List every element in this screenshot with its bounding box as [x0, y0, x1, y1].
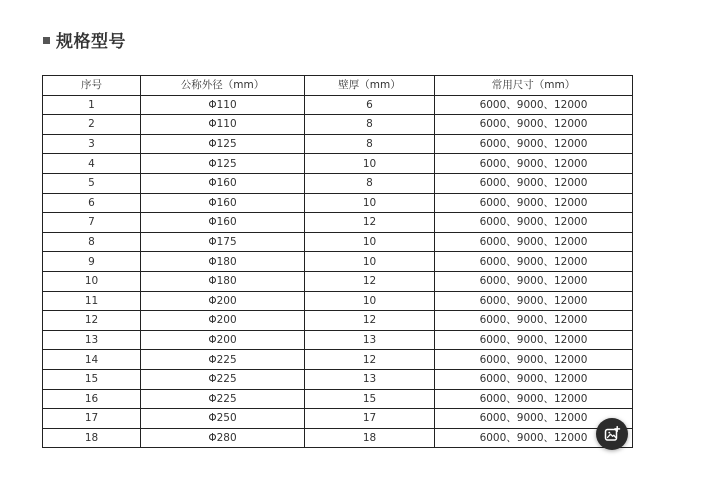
table-row: [43, 173, 633, 193]
cell-outer-diameter: Φ160: [141, 193, 305, 213]
cell-outer-diameter: Φ160: [141, 173, 305, 193]
spec-table: [42, 75, 633, 448]
cell-wall-thickness: 12: [305, 350, 435, 370]
cell-common-length: 6000、9000、12000: [435, 213, 633, 233]
cell-index: 17: [43, 409, 141, 429]
cell-wall-thickness: 8: [305, 134, 435, 154]
cell-common-length: 6000、9000、12000: [435, 428, 633, 448]
cell-common-length: 6000、9000、12000: [435, 271, 633, 291]
cell-outer-diameter: Φ180: [141, 271, 305, 291]
cell-index: 14: [43, 350, 141, 370]
cell-common-length: 6000、9000、12000: [435, 389, 633, 409]
cell-index: 6: [43, 193, 141, 213]
cell-wall-thickness: 12: [305, 213, 435, 233]
cell-index: 2: [43, 115, 141, 135]
cell-common-length: 6000、9000、12000: [435, 330, 633, 350]
header-index: 序号: [43, 76, 141, 96]
cell-common-length: 6000、9000、12000: [435, 154, 633, 174]
cell-outer-diameter: Φ280: [141, 428, 305, 448]
table-row: [43, 252, 633, 272]
cell-outer-diameter: Φ125: [141, 134, 305, 154]
cell-outer-diameter: Φ125: [141, 154, 305, 174]
cell-index: 1: [43, 95, 141, 115]
cell-common-length: 6000、9000、12000: [435, 232, 633, 252]
cell-index: 11: [43, 291, 141, 311]
header-wall-thickness: 壁厚（mm）: [305, 76, 435, 96]
cell-wall-thickness: 12: [305, 311, 435, 331]
cell-wall-thickness: 15: [305, 389, 435, 409]
cell-wall-thickness: 6: [305, 95, 435, 115]
cell-wall-thickness: 10: [305, 193, 435, 213]
cell-common-length: 6000、9000、12000: [435, 115, 633, 135]
cell-common-length: 6000、9000、12000: [435, 134, 633, 154]
cell-outer-diameter: Φ200: [141, 330, 305, 350]
cell-common-length: 6000、9000、12000: [435, 311, 633, 331]
cell-common-length: 6000、9000、12000: [435, 252, 633, 272]
cell-common-length: 6000、9000、12000: [435, 291, 633, 311]
cell-index: 5: [43, 173, 141, 193]
add-image-button[interactable]: [596, 418, 628, 450]
table-row: [43, 134, 633, 154]
table-row: [43, 428, 633, 448]
cell-common-length: 6000、9000、12000: [435, 409, 633, 429]
cell-wall-thickness: 18: [305, 428, 435, 448]
cell-outer-diameter: Φ225: [141, 369, 305, 389]
cell-index: 18: [43, 428, 141, 448]
cell-outer-diameter: Φ110: [141, 95, 305, 115]
cell-outer-diameter: Φ200: [141, 311, 305, 331]
cell-index: 8: [43, 232, 141, 252]
cell-index: 15: [43, 369, 141, 389]
table-row: [43, 154, 633, 174]
cell-outer-diameter: Φ250: [141, 409, 305, 429]
cell-index: 10: [43, 271, 141, 291]
cell-index: 16: [43, 389, 141, 409]
cell-wall-thickness: 17: [305, 409, 435, 429]
cell-outer-diameter: Φ175: [141, 232, 305, 252]
cell-wall-thickness: 10: [305, 154, 435, 174]
cell-common-length: 6000、9000、12000: [435, 173, 633, 193]
cell-outer-diameter: Φ180: [141, 252, 305, 272]
cell-index: 4: [43, 154, 141, 174]
cell-outer-diameter: Φ160: [141, 213, 305, 233]
cell-wall-thickness: 10: [305, 252, 435, 272]
table-row: [43, 389, 633, 409]
section-title: 规格型号: [56, 31, 126, 52]
cell-common-length: 6000、9000、12000: [435, 369, 633, 389]
table-row: [43, 369, 633, 389]
cell-index: 12: [43, 311, 141, 331]
cell-wall-thickness: 12: [305, 271, 435, 291]
table-row: [43, 213, 633, 233]
cell-index: 13: [43, 330, 141, 350]
table-row: [43, 193, 633, 213]
table-header-row: [43, 76, 633, 96]
cell-common-length: 6000、9000、12000: [435, 350, 633, 370]
header-common-length: 常用尺寸（mm）: [435, 76, 633, 96]
cell-outer-diameter: Φ200: [141, 291, 305, 311]
cell-wall-thickness: 8: [305, 173, 435, 193]
cell-wall-thickness: 10: [305, 232, 435, 252]
cell-outer-diameter: Φ225: [141, 350, 305, 370]
table-row: [43, 232, 633, 252]
table-row: [43, 291, 633, 311]
cell-index: 9: [43, 252, 141, 272]
cell-outer-diameter: Φ225: [141, 389, 305, 409]
cell-common-length: 6000、9000、12000: [435, 193, 633, 213]
table-row: [43, 409, 633, 429]
cell-index: 3: [43, 134, 141, 154]
table-row: [43, 311, 633, 331]
table-row: [43, 95, 633, 115]
cell-wall-thickness: 13: [305, 369, 435, 389]
table-row: [43, 115, 633, 135]
table-row: [43, 330, 633, 350]
table-row: [43, 350, 633, 370]
header-outer-diameter: 公称外径（mm）: [141, 76, 305, 96]
cell-outer-diameter: Φ110: [141, 115, 305, 135]
section-header: [43, 27, 126, 51]
cell-common-length: 6000、9000、12000: [435, 95, 633, 115]
square-bullet-icon: [43, 37, 50, 44]
cell-wall-thickness: 13: [305, 330, 435, 350]
cell-index: 7: [43, 213, 141, 233]
cell-wall-thickness: 8: [305, 115, 435, 135]
cell-wall-thickness: 10: [305, 291, 435, 311]
add-image-icon: [603, 425, 621, 443]
table-row: [43, 271, 633, 291]
